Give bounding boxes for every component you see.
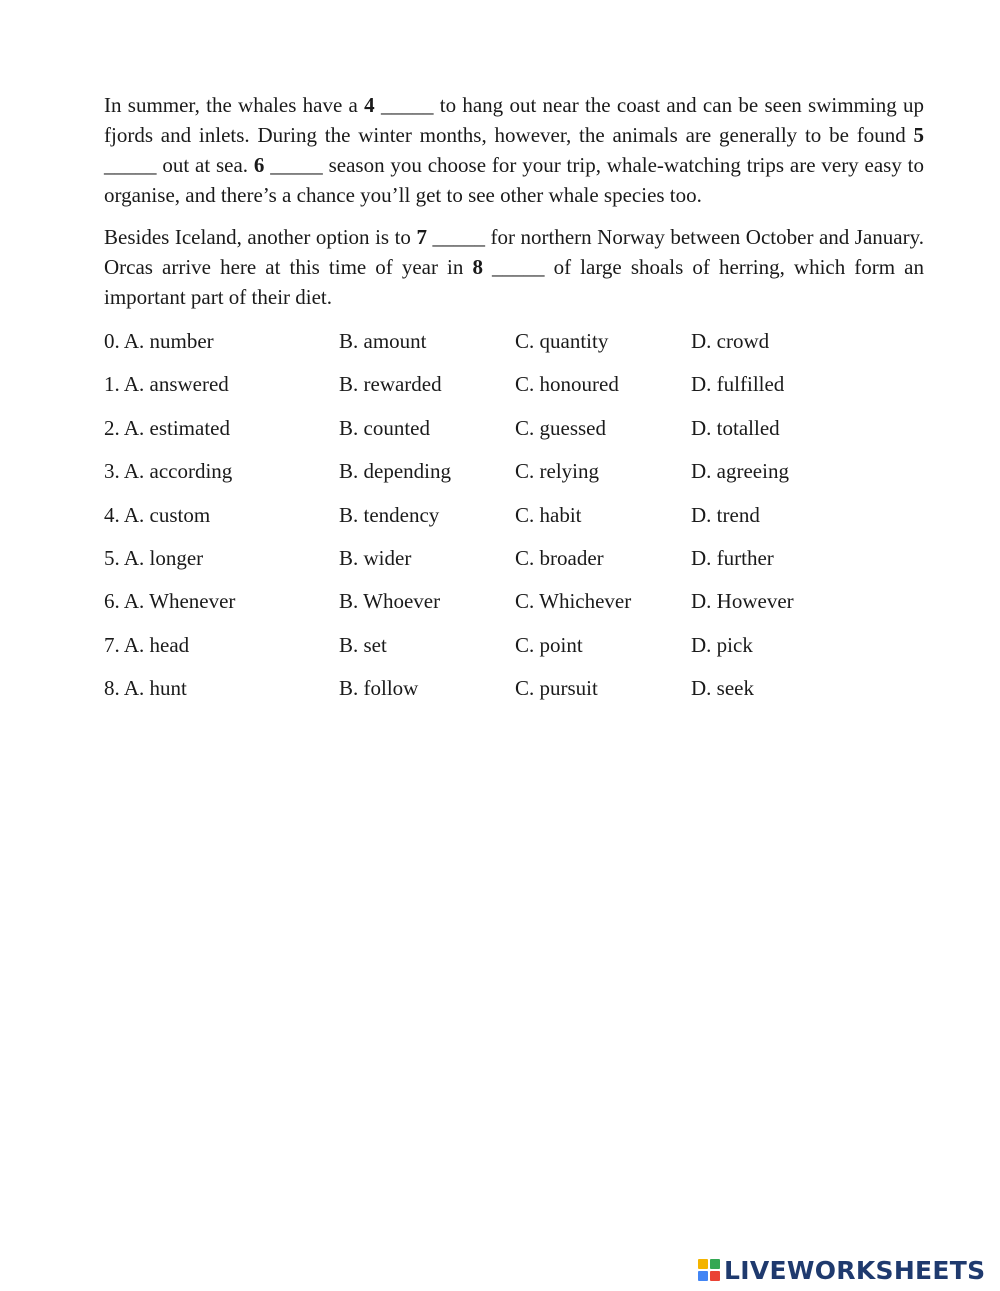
option-a: 2. A. estimated: [104, 415, 230, 440]
option-b: B. wider: [339, 545, 412, 570]
passage-text: _____ to hang out near the coast and can be seen swimming up fjords and inlets. During the winter months, however, the animals are generally to be found: [104, 93, 924, 147]
options-row-4: [104, 500, 924, 543]
option-a: 5. A. longer: [104, 545, 204, 570]
logo-blocks-icon: [698, 1259, 720, 1281]
option-c: C. point: [515, 632, 583, 657]
options-row-1: [104, 369, 924, 412]
options-row-0: [104, 326, 924, 369]
passage-text: _____ for northern Norway between October and January. Orcas arrive here at this time of year in: [104, 225, 924, 279]
gap-number-5: 5: [913, 123, 924, 147]
option-c: C. habit: [515, 502, 582, 527]
passage-text: In summer, the whales have a: [104, 93, 365, 117]
option-a: 7. A. head: [104, 632, 190, 657]
options-row-8: [104, 673, 924, 716]
option-d: D. fulfilled: [691, 372, 785, 397]
option-d: D. seek: [691, 676, 754, 701]
option-b: B. depending: [339, 459, 451, 484]
logo-block: [698, 1271, 708, 1281]
logo-block: [698, 1259, 708, 1269]
liveworksheets-logo: [698, 1255, 985, 1285]
option-b: B. tendency: [339, 502, 440, 527]
options-row-6: [104, 586, 924, 629]
option-d: D. crowd: [691, 329, 770, 353]
option-d: D. trend: [691, 502, 760, 527]
passage-paragraph-2: [104, 222, 924, 312]
option-a: 4. A. custom: [104, 502, 211, 527]
gap-number-6: 6: [253, 153, 265, 177]
option-c: C. Whichever: [515, 589, 632, 614]
option-a: 1. A. answered: [104, 372, 229, 397]
logo-brand-text: LIVEWORKSHEETS: [724, 1255, 986, 1285]
passage-text: _____ season you choose for your trip, whale-watching trips are very easy to organise, and there’s a chance you’ll get to see other whale species too.: [104, 153, 925, 207]
option-b: B. counted: [339, 415, 430, 440]
option-a: 8. A. hunt: [104, 676, 187, 701]
option-d: D. totalled: [691, 415, 780, 440]
option-b: B. amount: [339, 329, 427, 353]
option-c: C. pursuit: [515, 676, 598, 701]
option-d: D. agreeing: [691, 459, 789, 484]
logo-block: [710, 1271, 720, 1281]
passage-text: _____ of large shoals of herring, which form an important part of their diet.: [104, 255, 925, 309]
option-c: C. broader: [515, 545, 604, 570]
option-d: D. further: [691, 545, 774, 570]
option-c: C. guessed: [515, 415, 606, 440]
gap-number-7: 7: [416, 225, 427, 249]
option-d: D. pick: [691, 632, 753, 657]
passage-text: Besides Iceland, another option is to: [104, 225, 417, 249]
options-row-7: [104, 630, 924, 673]
passage-paragraph-1: [104, 90, 924, 210]
gap-number-8: 8: [472, 255, 483, 279]
options-row-2: [104, 413, 924, 456]
option-d: D. However: [691, 589, 794, 614]
logo-block: [710, 1259, 720, 1269]
option-b: B. rewarded: [339, 372, 442, 397]
option-a: 6. A. Whenever: [104, 589, 236, 614]
option-b: B. set: [339, 632, 387, 657]
passage-text: _____ out at sea.: [104, 153, 254, 177]
option-c: C. honoured: [515, 372, 619, 397]
worksheet-page: [104, 90, 924, 717]
option-b: B. Whoever: [339, 589, 441, 614]
gap-number-4: 4: [364, 93, 375, 117]
option-c: C. relying: [515, 459, 599, 484]
options-row-5: [104, 543, 924, 586]
option-a: 3. A. according: [104, 459, 233, 484]
option-a: 0. A. number: [104, 329, 214, 353]
option-c: C. quantity: [515, 329, 609, 353]
options-row-3: [104, 456, 924, 499]
answer-options-table: [104, 326, 924, 717]
option-b: B. follow: [339, 676, 419, 701]
